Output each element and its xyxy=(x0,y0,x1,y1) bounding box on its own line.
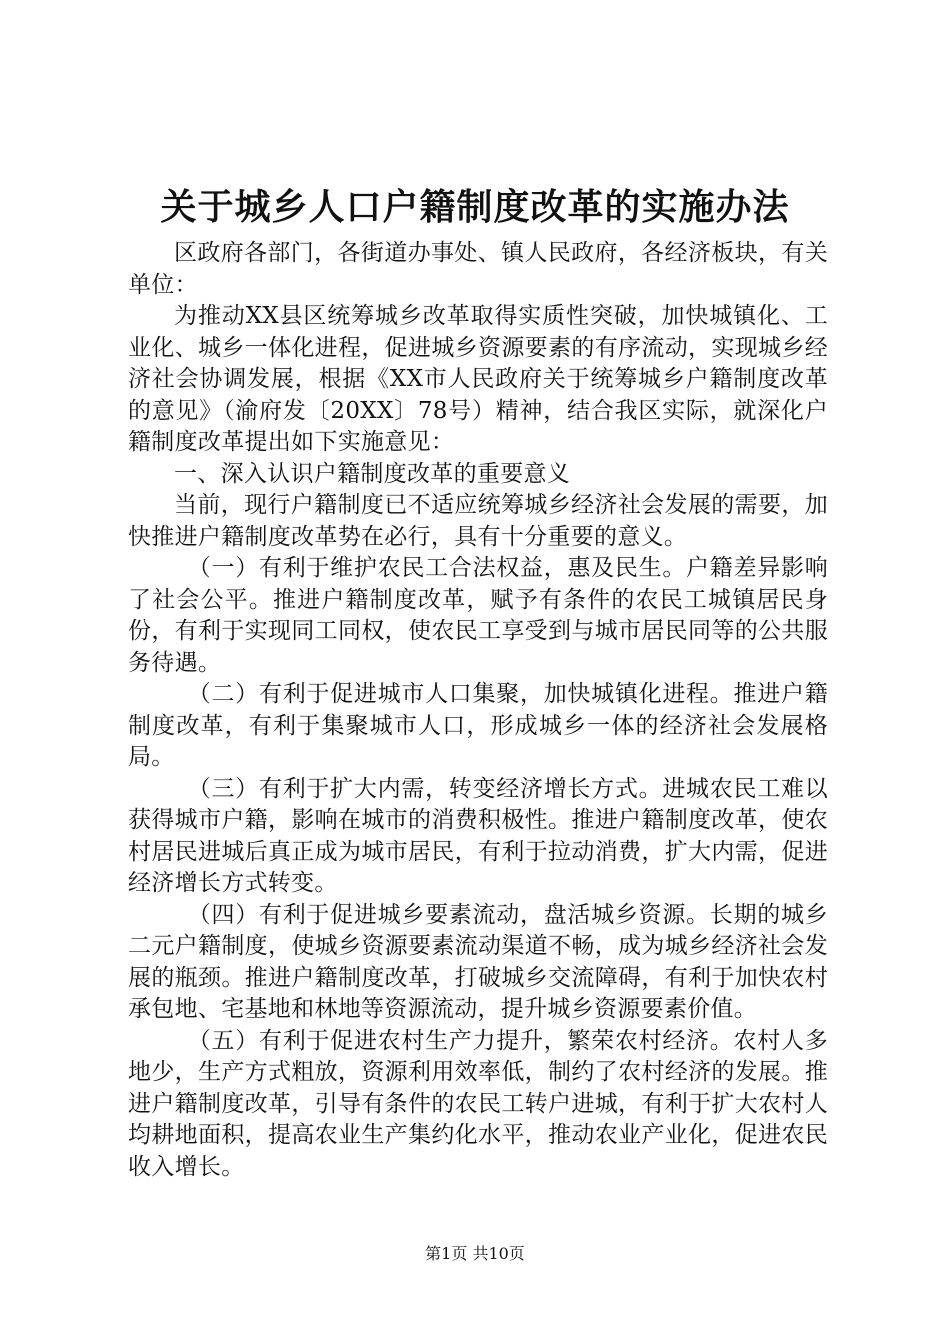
page-footer: 第1页 共10页 xyxy=(425,1244,525,1263)
paragraph-intro: 为推动XX县区统筹城乡改革取得实质性突破，加快城镇化、工业化、城乡一体化进程，促进城乡资源要素的有序流动，实现城乡经济社会协调发展，根据《XX市人民政府关于统筹城乡户籍制度改革的意见》（渝府发〔20XX〕78号）精神，结合我区实际，就深化户籍制度改革提出如下实施意见： xyxy=(128,303,828,455)
paragraph-item-4: （四）有利于促进城乡要素流动，盘活城乡资源。长期的城乡二元户籍制度，使城乡资源要素流动渠道不畅，成为城乡经济社会发展的瓶颈。推进户籍制度改革，打破城乡交流障碍，有利于加快农村承包地、宅基地和林地等资源流动，提升城乡资源要素价值。 xyxy=(128,901,828,1022)
paragraph-current: 当前，现行户籍制度已不适应统筹城乡经济社会发展的需要，加快推进户籍制度改革势在必行，具有十分重要的意义。 xyxy=(128,492,828,550)
document-body xyxy=(128,238,828,1183)
section-heading-1: 一、深入认识户籍制度改革的重要意义 xyxy=(174,460,571,487)
paragraph-item-5: （五）有利于促进农村生产力提升，繁荣农村经济。农村人多地少，生产方式粗放，资源利用效率低，制约了农村经济的发展。推进户籍制度改革，引导有条件的农民工转户进城，有利于扩大农村人均耕地面积，提高农业生产集约化水平，推动农业产业化，促进农民收入增长。 xyxy=(128,1027,828,1180)
paragraph-item-2: （二）有利于促进城市人口集聚，加快城镇化进程。推进户籍制度改革，有利于集聚城市人口，形成城乡一体的经济社会发展格局。 xyxy=(128,681,828,770)
paragraph-item-1: （一）有利于维护农民工合法权益，惠及民生。户籍差异影响了社会公平。推进户籍制度改革，赋予有条件的农民工城镇居民身份，有利于实现同工同权，使农民工享受到与城市居民同等的公共服务待遇。 xyxy=(128,555,828,676)
paragraph-salutation: 区政府各部门，各街道办事处、镇人民政府，各经济板块，有关单位： xyxy=(128,240,828,298)
document-title: 关于城乡人口户籍制度改革的实施办法 xyxy=(160,186,790,228)
paragraph-item-3: （三）有利于扩大内需，转变经济增长方式。进城农民工难以获得城市户籍，影响在城市的消费积极性。推进户籍制度改革，使农村居民进城后真正成为城市居民，有利于拉动消费，扩大内需，促进经济增长方式转变。 xyxy=(128,775,828,896)
